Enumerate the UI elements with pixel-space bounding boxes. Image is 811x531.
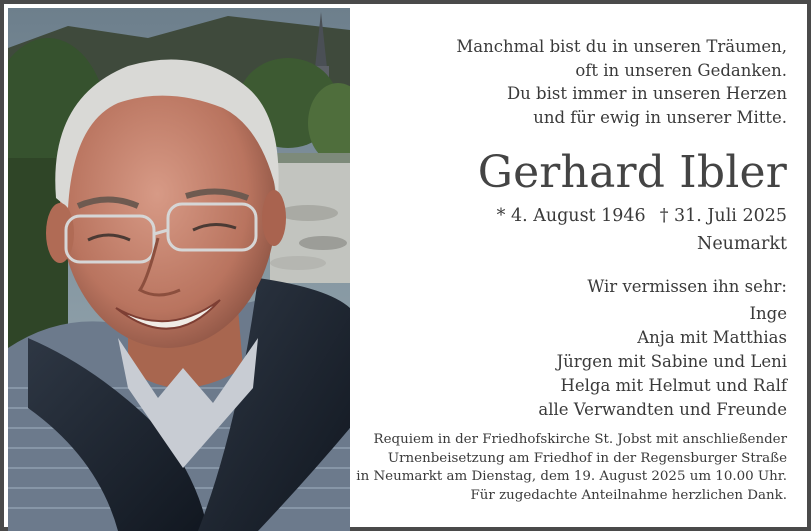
family-member: Helga mit Helmut und Ralf [560,376,787,395]
miss-heading: Wir vermissen ihn sehr: [587,277,787,296]
family-list [538,302,787,422]
life-dates [497,204,787,228]
notice-line: in Neumarkt am Dienstag, dem 19. August 2025 um 10.00 Uhr. [356,469,787,484]
poem [456,35,787,129]
family-member: Anja mit Matthias [637,328,787,347]
death-date: † 31. Juli 2025 [659,206,787,226]
poem-line: Manchmal bist du in unseren Träumen, [456,37,787,56]
text-panel [350,8,787,531]
notice-line: Requiem in der Friedhofskirche St. Jobst mit anschließender [373,432,787,447]
deceased-name: Gerhard Ibler [477,147,787,198]
family-member: alle Verwandten und Freunde [538,400,787,419]
birth-date: * 4. August 1946 [496,206,646,226]
place: Neumarkt [697,234,787,254]
notice-line: Für zugedachte Anteilnahme herzlichen Dank. [470,487,787,503]
portrait-photo [8,8,350,531]
poem-line: und für ewig in unserer Mitte. [533,107,787,127]
poem-line: Du bist immer in unseren Herzen [506,84,787,103]
family-member: Jürgen mit Sabine und Leni [556,352,787,371]
family-member: Inge [749,304,787,323]
poem-line: oft in unseren Gedanken. [575,60,787,80]
funeral-notice [356,431,787,505]
portrait-image [8,8,350,531]
notice-line: Urnenbeisetzung am Friedhof in der Regensburger Straße [387,450,787,466]
